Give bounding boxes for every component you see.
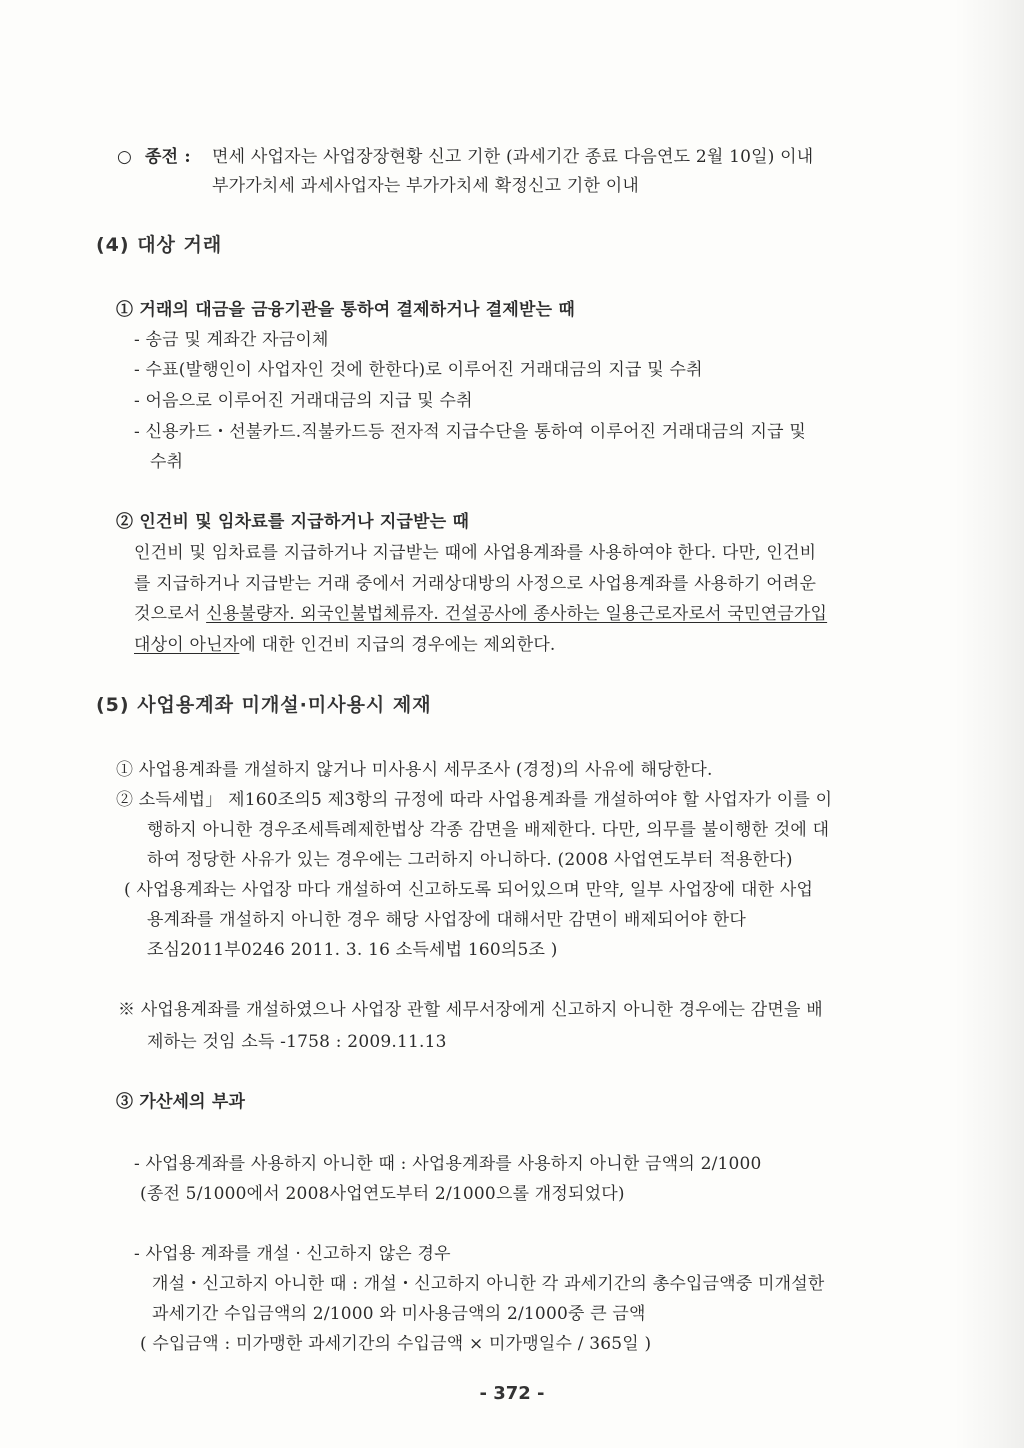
item-2-underlined-exceptions-end: 대상이 아닌자 — [134, 635, 240, 655]
note-line-2: 용계좌를 개설하지 아니한 경우 해당 사업장에 대해서만 감면이 배제되어야 한다 — [147, 910, 746, 930]
item-3-bullet-1: - 사업용계좌를 사용하지 아니한 때 : 사업용계좌를 사용하지 아니한 금액의 2/1000 — [134, 1154, 762, 1174]
previous-rule-line-2: 부가가치세 과세사업자는 부가가치세 확정신고 기한 이내 — [212, 176, 639, 196]
item-3-bullet-1-note: (종전 5/1000에서 2008사업연도부터 2/1000으롤 개정되었다) — [140, 1184, 625, 1204]
item-3-title: ③ 가산세의 부과 — [116, 1092, 246, 1112]
page-number: - 372 - — [479, 1383, 545, 1404]
item-3-bullet-2-line-1: 개설・신고하지 아니한 때 : 개설・신고하지 아니한 각 과세기간의 총수입금액중 미개설한 — [152, 1274, 825, 1294]
item-1-bullet-2: - 수표(발행인이 사업자인 것에 한한다)로 이루어진 거래대금의 지급 및 수취 — [134, 360, 703, 380]
previous-rule-line-1: 면세 사업자는 사업장장현황 신고 기한 (과세기간 종료 다음연도 2월 10일) 이내 — [212, 147, 814, 167]
item-2-para-line-3 — [134, 602, 827, 626]
item-1-bullet-4: - 신용카드・선불카드.직불카드등 전자적 지급수단을 통하여 이루어진 거래대금의 지급 및 — [134, 422, 806, 442]
item-1-bullet-4-cont: 수취 — [150, 452, 184, 472]
item-3-bullet-2: - 사업용 계좌를 개설 · 신고하지 않은 경우 — [134, 1244, 451, 1264]
note-line-1: ( 사업용계좌는 사업장 마다 개설하여 신고하도록 되어있으며 만약, 일부 사업장에 대한 사업 — [124, 880, 814, 900]
previous-rule-label: 종전 : — [145, 147, 191, 167]
item-2-para-tail: 에 대한 인건비 지급의 경우에는 제외한다. — [239, 635, 556, 655]
section-5-item-2-line-2: 행하지 아니한 경우조세특례제한법상 각종 감면을 배제한다. 다만, 의무를 불이행한 것에 대 — [147, 820, 830, 840]
item-1-title: ① 거래의 대금을 금융기관을 통하여 결제하거나 결제받는 때 — [116, 300, 575, 320]
item-2-para-line-4 — [134, 633, 556, 657]
section-5-item-2-line-1: ② 소득세법」 제160조의5 제3항의 규정에 따라 사업용계좌를 개설하여야 할 사업자가 이를 이 — [116, 790, 833, 810]
section-5-heading: (5) 사업용계좌 미개설·미사용시 제재 — [96, 694, 432, 716]
section-5-item-2-line-3: 하여 정당한 사유가 있는 경우에는 그러하지 아니하다. (2008 사업연도부터 적용한다) — [147, 850, 793, 870]
bullet-circle: ○ — [117, 147, 133, 167]
item-2-para-line-2: 를 지급하거나 지급받는 거래 중에서 거래상대방의 사정으로 사업용계좌를 사용하기 어려운 — [134, 574, 817, 594]
item-2-underlined-exceptions: 신용불량자. 외국인불법체류자. 건설공사에 종사하는 일용근로자로서 국민연금가입 — [206, 604, 828, 624]
item-2-title: ② 인건비 및 임차료를 지급하거나 지급받는 때 — [116, 512, 470, 532]
item-1-bullet-1: - 송금 및 계좌간 자금이체 — [134, 330, 329, 350]
note-line-3: 조심2011부0246 2011. 3. 16 소득세법 160의5조 ) — [147, 940, 558, 960]
item-2-para-text: 것으로서 — [134, 604, 201, 624]
section-5-item-1: ① 사업용계좌를 개설하지 않거나 미사용시 세무조사 (경정)의 사유에 해당한다. — [116, 760, 713, 780]
item-2-para-line-1: 인건비 및 임차료를 지급하거나 지급받는 때에 사업용계좌를 사용하여야 한다. 다만, 인건비 — [134, 543, 817, 563]
remark-line-1: ※ 사업용계좌를 개설하였으나 사업장 관할 세무서장에게 신고하지 아니한 경우에는 감면을 배 — [118, 1000, 823, 1020]
item-3-bullet-2-formula: ( 수입금액 : 미가맹한 과세기간의 수입금액 × 미가맹일수 / 365일 ) — [140, 1334, 652, 1354]
item-1-bullet-3: - 어음으로 이루어진 거래대금의 지급 및 수취 — [134, 391, 473, 411]
scan-edge-shadow — [954, 0, 1024, 1448]
remark-line-2: 제하는 것임 소득 -1758 : 2009.11.13 — [147, 1032, 447, 1052]
section-4-heading: (4) 대상 거래 — [96, 234, 223, 256]
item-3-bullet-2-line-2: 과세기간 수입금액의 2/1000 와 미사용금액의 2/1000중 큰 금액 — [152, 1304, 646, 1324]
